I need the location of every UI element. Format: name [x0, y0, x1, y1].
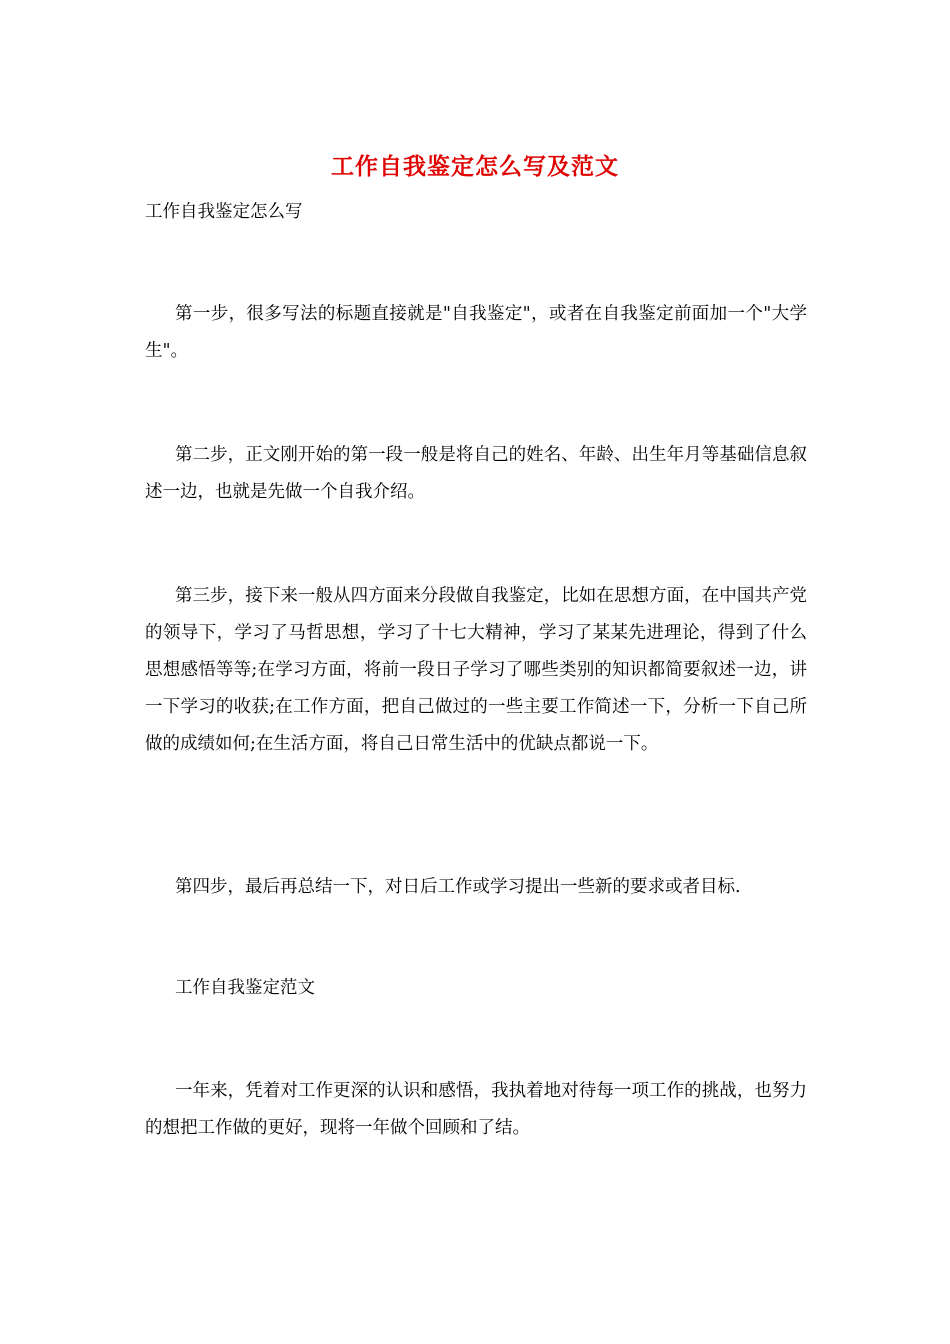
paragraph-step-1: 第一步，很多写法的标题直接就是"自我鉴定"，或者在自我鉴定前面加一个"大学生"。 [145, 304, 807, 361]
section-heading: 工作自我鉴定怎么写 [145, 202, 303, 222]
paragraph-step-4: 第四步，最后再总结一下，对日后工作或学习提出一些新的要求或者目标. [175, 877, 741, 897]
paragraph-step-2: 第二步，正文刚开始的第一段一般是将自己的姓名、年龄、出生年月等基础信息叙述一边，也就是先做一个自我介绍。 [145, 445, 807, 502]
paragraph-step-3: 第三步，接下来一般从四方面来分段做自我鉴定，比如在思想方面，在中国共产党的领导下，学习了马哲思想，学习了十七大精神，学习了某某先进理论，得到了什么思想感悟等等;在学习方面，将前一段日子学习了哪些类别的知识都简要叙述一边，讲一下学习的收获;在工作方面，把自己做过的一些主要工作简述一下，分析一下自己所做的成绩如何;在生活方面，将自己日常生活中的优缺点都说一下。 [145, 586, 807, 754]
paragraph-sample: 一年来，凭着对工作更深的认识和感悟，我执着地对待每一项工作的挑战，也努力的想把工作做的更好，现将一年做个回顾和了结。 [145, 1081, 807, 1138]
document-title: 工作自我鉴定怎么写及范文 [331, 153, 619, 180]
section-heading-sample: 工作自我鉴定范文 [175, 978, 315, 998]
